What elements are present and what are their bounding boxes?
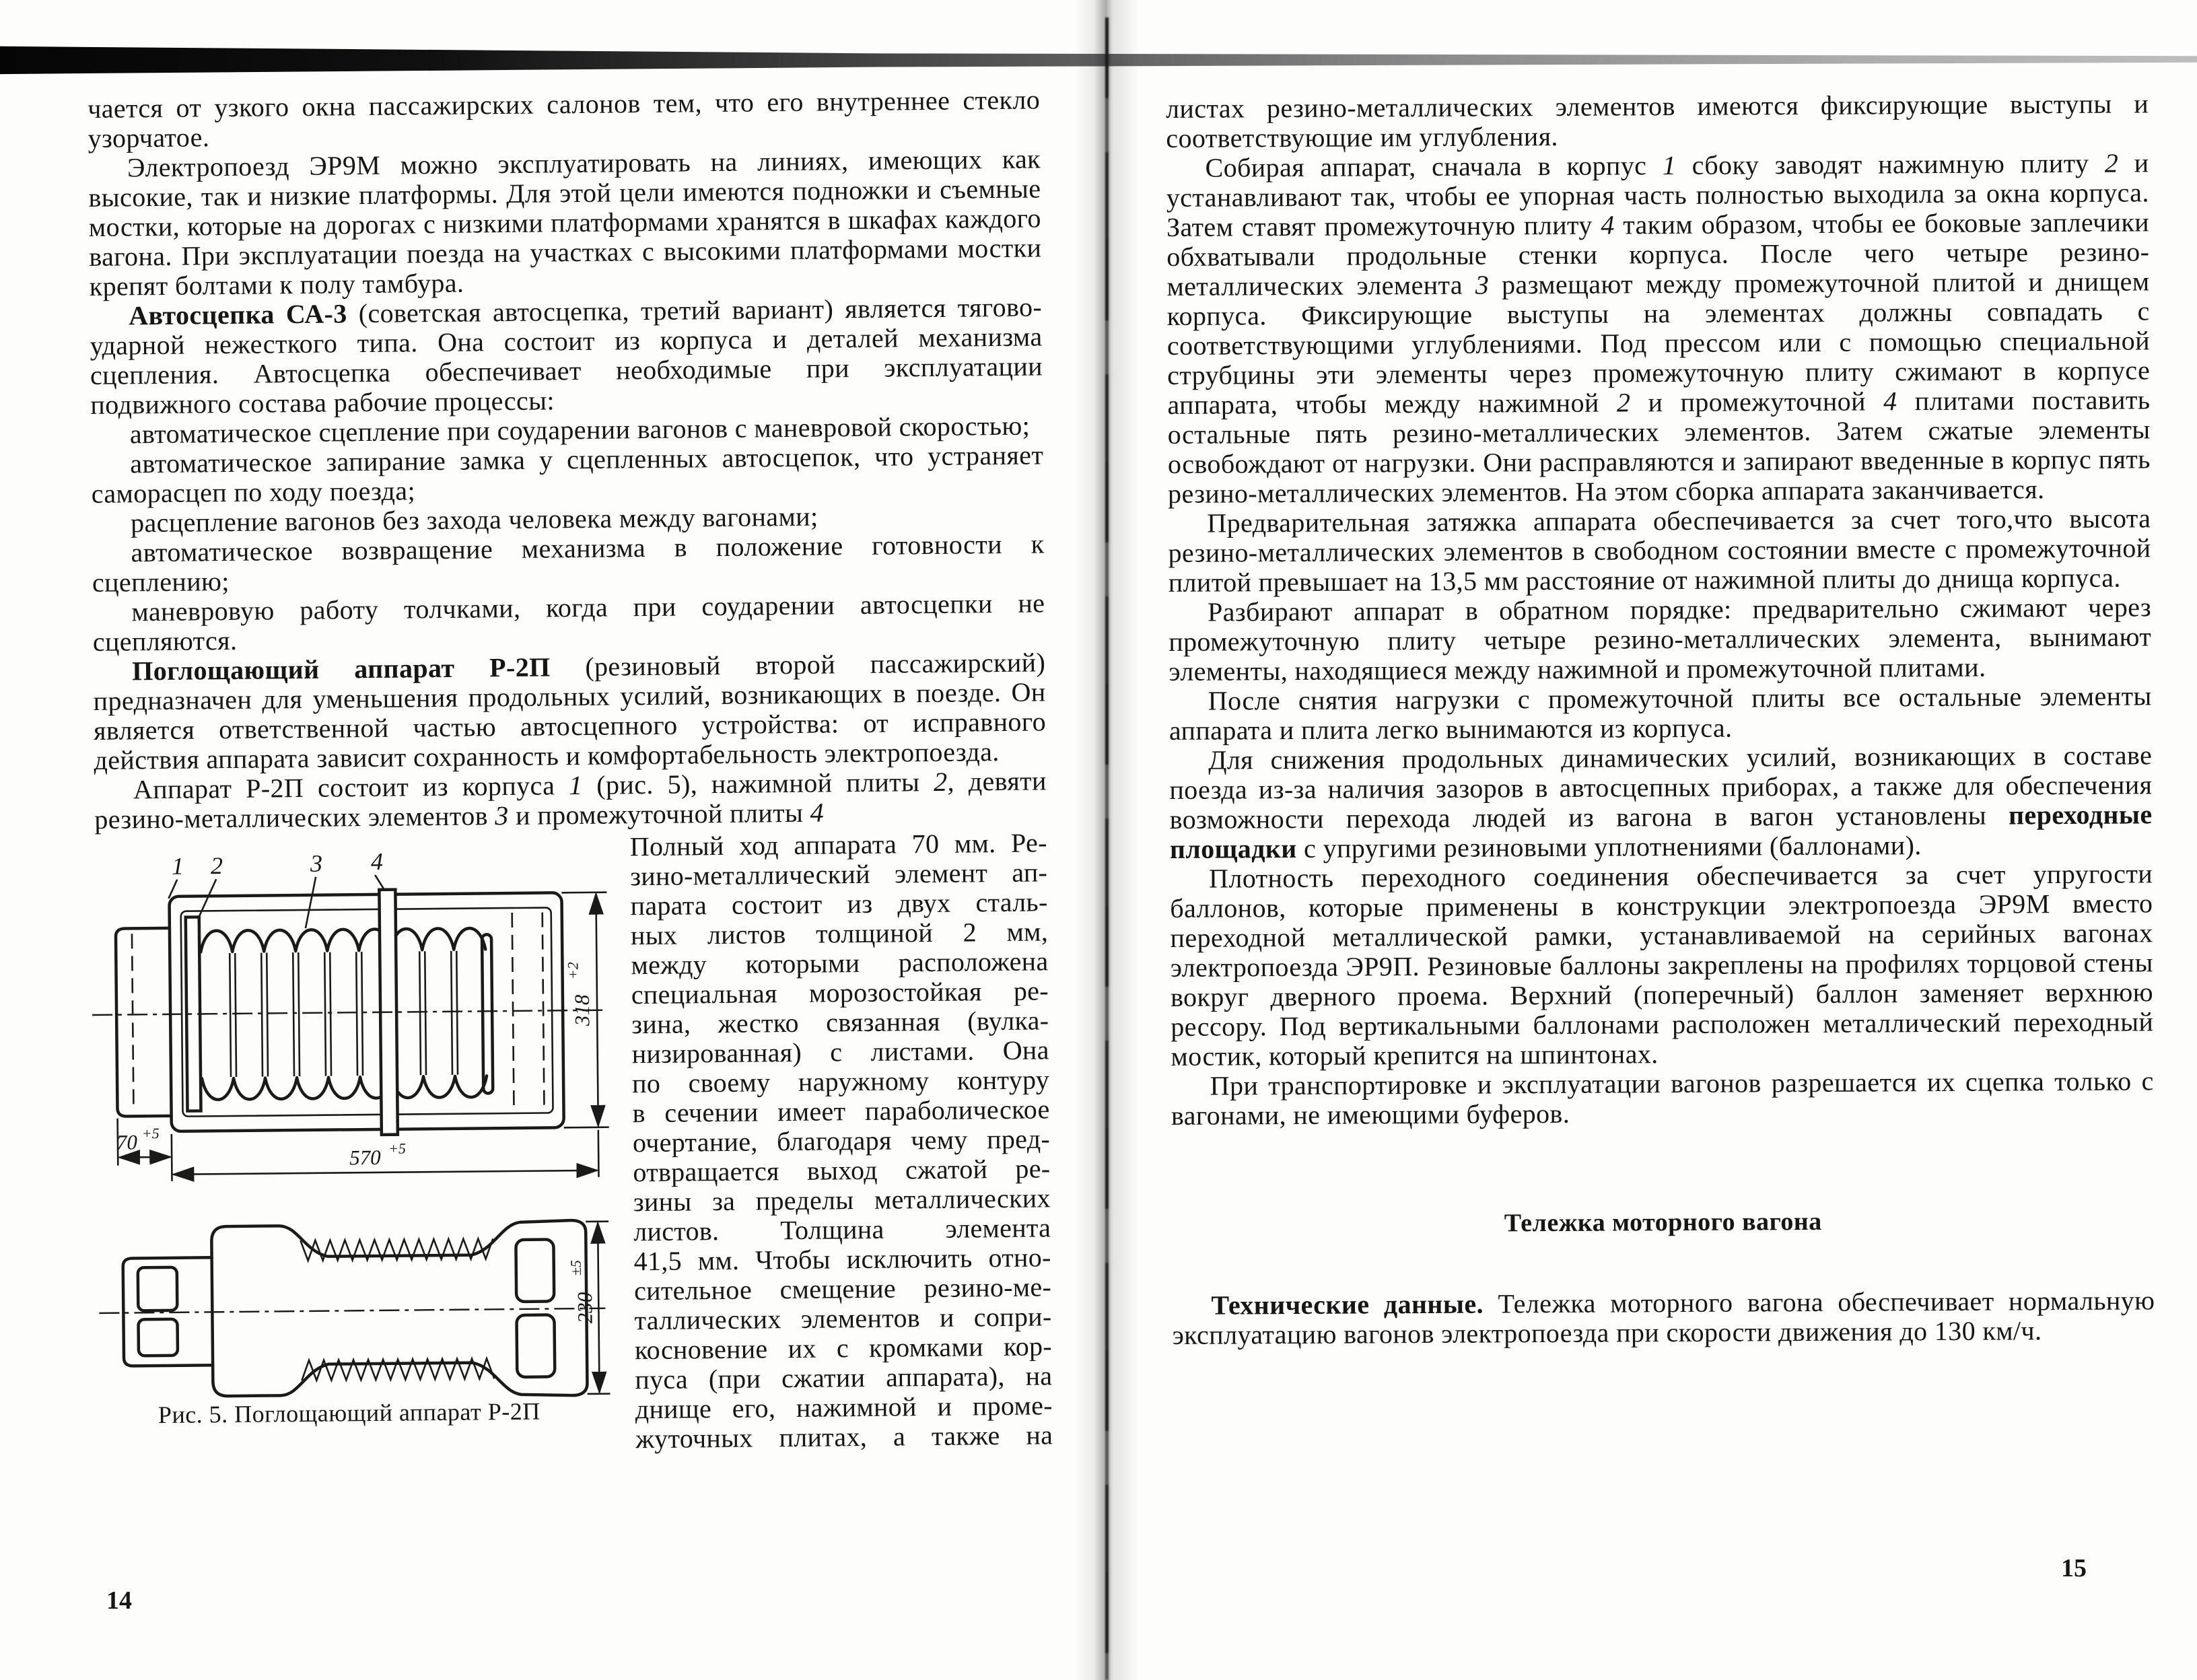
column-line: пуса (при сжатии аппарата), на: [635, 1360, 1053, 1395]
column-line: в сечении имеет параболическое: [632, 1094, 1050, 1129]
column-line: ных листов толщиной 2 мм,: [630, 916, 1049, 951]
paragraph: Поглощающий аппарат Р-2П (резиновый второй пассажирский) предназначен для уменьшения продольных усилий, возникающих в поезде. Он является ответственной частью автосцепного устройства: от исправного действия аппарата зависит сохранность и комфортабельность электропоезда.: [93, 647, 1047, 775]
column-line: жуточных плитах, а также на: [635, 1420, 1053, 1455]
right-page-text: [1166, 89, 2154, 1131]
part-label-4: 4: [370, 847, 384, 876]
figure-caption: Рис. 5. Поглощающий аппарат Р-2П: [158, 1397, 540, 1429]
column-line: Полный ход аппарата 70 мм. Ре-: [629, 827, 1047, 862]
paragraph: При транспортировке и эксплуатации вагонов разрешается их сцепка только с вагонами, не имеющими буферов.: [1171, 1065, 2154, 1131]
part-label-1: 1: [171, 852, 184, 880]
column-line: таллических элементов и сопри-: [634, 1301, 1052, 1336]
paragraph: Предварительная затяжка аппарата обеспечивается за счет того,что высота резино-металлических элементов в свободном состоянии вместе с промежуточной плитой превышает на 13,5 мм расстояние от нажимной плиты до днища корпуса.: [1168, 503, 2151, 598]
svg-text:570: 570: [349, 1145, 381, 1170]
svg-text:230: 230: [573, 1292, 597, 1324]
column-line: листов. Толщина элемента: [633, 1212, 1051, 1247]
column-line: зино-металлический элемент ап-: [629, 857, 1048, 892]
paragraph: листах резино-металлических элементов имеются фиксирующие выступы и соответствующие им углубления.: [1165, 88, 2149, 153]
rubber-elements-top: [201, 928, 485, 952]
svg-text:318: 318: [569, 994, 594, 1026]
book-gutter-line: [1105, 18, 1109, 1680]
paragraph: Плотность переходного соединения обеспечивается за счет упругости баллонов, которые применены в конструкции электропоезда ЭР9М вместо переходной металлической рамки, устанавливаемой на серийных вагонах электропоезда ЭР9П. Резиновые баллоны закреплены на профилях торцовой стены вокруг дверного проема. Верхний (поперечный) баллон заменяет верхнюю рессору. Под вертикальными баллонами расположен металлический переходный мостик, который крепится на шпинтонах.: [1170, 858, 2154, 1072]
paragraph: расцепление вагонов без захода человека между вагонами;: [130, 501, 818, 538]
paragraph: Разбирают аппарат в обратном порядке: предварительно сжимают через промежуточную плиту четыре резино-металлических элемента, вынимают элементы, находящиеся между нажимной и промежуточной плитами.: [1169, 592, 2152, 687]
plan-right-opening-top: [516, 1239, 554, 1302]
column-line: зина, жестко связанная (вулка-: [631, 1005, 1049, 1040]
column-line: косновение их с кромками кор-: [634, 1331, 1053, 1366]
section-heading: Тележка моторного вагона: [1504, 1207, 1822, 1238]
column-line: 41,5 мм. Чтобы исключить отно-: [633, 1242, 1051, 1277]
paragraph: автоматическое запирание замка у сцепленных автосцепок, что устраняет саморасцеп по ходу поезда;: [91, 440, 1044, 509]
column-line: отвращается выход сжатой ре-: [633, 1153, 1051, 1188]
paragraph: Электропоезд ЭР9М можно эксплуатировать на линиях, имеющих как высокие, так и низкие платформы. Для этой цели имеются подножки и съемные мостки, которые на дорогах с низкими платформами хранятся в шкафах каждого вагона. При эксплуатации поезда на участках с высокими платформами мостки крепят болтами к полу тамбура.: [88, 143, 1042, 302]
plan-right-opening-bottom: [516, 1315, 555, 1377]
paragraph: Технические данные. Тележка моторного вагона обеспечивает нормальную эксплуатацию вагонов электропоезда при скорости движения до 130 км/ч.: [1172, 1285, 2155, 1350]
absorbing-apparatus-drawing: [75, 831, 632, 1428]
column-line: специальная морозостойкая ре-: [631, 975, 1049, 1010]
column-line: между которыми расположена: [631, 946, 1049, 981]
dimension-70: [116, 1118, 172, 1182]
svg-text:70: 70: [116, 1130, 138, 1154]
svg-text:±5: ±5: [567, 1259, 584, 1276]
page-number-15: 15: [2061, 1554, 2087, 1582]
paragraph: Собирая аппарат, сначала в корпус 1 сбоку заводят нажимную плиту 2 и устанавливают так, чтобы ее упорная часть полностью выходила за окна корпуса. Затем ставят промежуточную плиту 4 таким образом, чтобы ее боковые заплечики обхватывали продольные стенки корпуса. После чего четыре резино-металлических элемента 3 размещают между промежуточной плитой и днищем корпуса. Фиксирующие выступы на элементах должны совпадать с соответствующими углублениями. Под прессом или с помощью специальной струбцины эти элементы через промежуточную плиту сжимают в корпусе аппарата, чтобы между нажимной 2 и промежуточной 4 плитами поставить остальные пять резино-металлических элементов. Затем сжатые элементы освобождают от нагрузки. Они расправляются и запирают введенные в корпус пять резино-металлических элементов. На этом сборка аппарата заканчивается.: [1166, 147, 2151, 509]
column-line: днище его, нажимной и проме-: [635, 1390, 1053, 1425]
column-line: сительное смещение резино-ме-: [633, 1271, 1052, 1306]
figure-5: [75, 831, 633, 1459]
column-line: по своему наружному контуру: [631, 1064, 1050, 1099]
figure-row: [95, 827, 1053, 1459]
rubber-elements-bottom: [202, 1076, 487, 1100]
right-page-text-bottom: [1172, 1286, 2155, 1350]
column-line: зины за пределы металлических: [633, 1183, 1051, 1218]
column-line: низированная) с листами. Она: [631, 1035, 1049, 1070]
paragraph: чается от узкого окна пассажирских салонов тем, что его внутреннее стекло узорчатое.: [87, 84, 1041, 153]
top-view-section: [91, 846, 610, 1182]
column-line: очертание, благодаря чему пред-: [632, 1123, 1051, 1158]
svg-text:+5: +5: [141, 1125, 160, 1142]
dimension-570: [173, 1130, 599, 1181]
left-page-text: [88, 85, 1047, 835]
left-page-narrow-column: [630, 828, 1053, 1454]
plan-shank-opening-bottom: [138, 1319, 178, 1356]
chamber-hidden-line-b: [543, 913, 545, 1109]
right-page: [1166, 89, 2155, 1350]
bottom-view-plan: [98, 1220, 610, 1400]
paragraph: После снятия нагрузки с промежуточной плиты все остальные элементы аппарата и плита легко вынимаются из корпуса.: [1169, 680, 2152, 746]
svg-text:+2: +2: [564, 962, 582, 980]
paragraph: автоматическое сцепление при соударении вагонов с маневровой скоростью;: [129, 410, 1031, 450]
steel-sheet-ribs: [230, 951, 458, 1077]
part-label-2: 2: [210, 852, 223, 880]
svg-text:+5: +5: [388, 1140, 407, 1157]
paragraph: Автосцепка СА-3 (советская автосцепка, третий вариант) является тягово-ударной нежесткого типа. Она состоит из корпуса и деталей механизма сцепления. Автосцепка обеспечивает необходимые при эксплуатации подвижного состава рабочие процессы:: [90, 291, 1043, 420]
element-stack-end: [482, 934, 493, 1093]
leader-3: [305, 877, 316, 928]
paragraph: маневровую работу толчками, когда при соударении автосцепки не сцепляются.: [92, 588, 1045, 657]
page-number-14: 14: [106, 1586, 132, 1615]
paragraph: автоматическое возвращение механизма в положение готовности к сцеплению;: [92, 528, 1045, 598]
plan-shank-opening-top: [138, 1267, 178, 1311]
shank-outline: [116, 928, 172, 1117]
shank-hidden-line: [132, 934, 134, 1111]
paragraph: Для снижения продольных динамических усилий, возникающих в составе поезда из-за наличия зазоров в автосцепных приборах, а также для обеспечения возможности перехода людей из вагона в вагон установлены переходные площадки с упругими резиновыми уплотнениями (баллонами).: [1169, 740, 2153, 864]
paragraph: Аппарат Р-2П состоит из корпуса 1 (рис. 5), нажимной плиты 2, девяти резино-металлических элементов 3 и промежуточной плиты 4: [94, 765, 1047, 835]
book-gutter-shadow: [1074, 0, 1139, 1680]
part-label-3: 3: [310, 849, 323, 877]
column-line: парата состоит из двух сталь-: [630, 886, 1048, 921]
left-page: [88, 85, 1053, 1459]
